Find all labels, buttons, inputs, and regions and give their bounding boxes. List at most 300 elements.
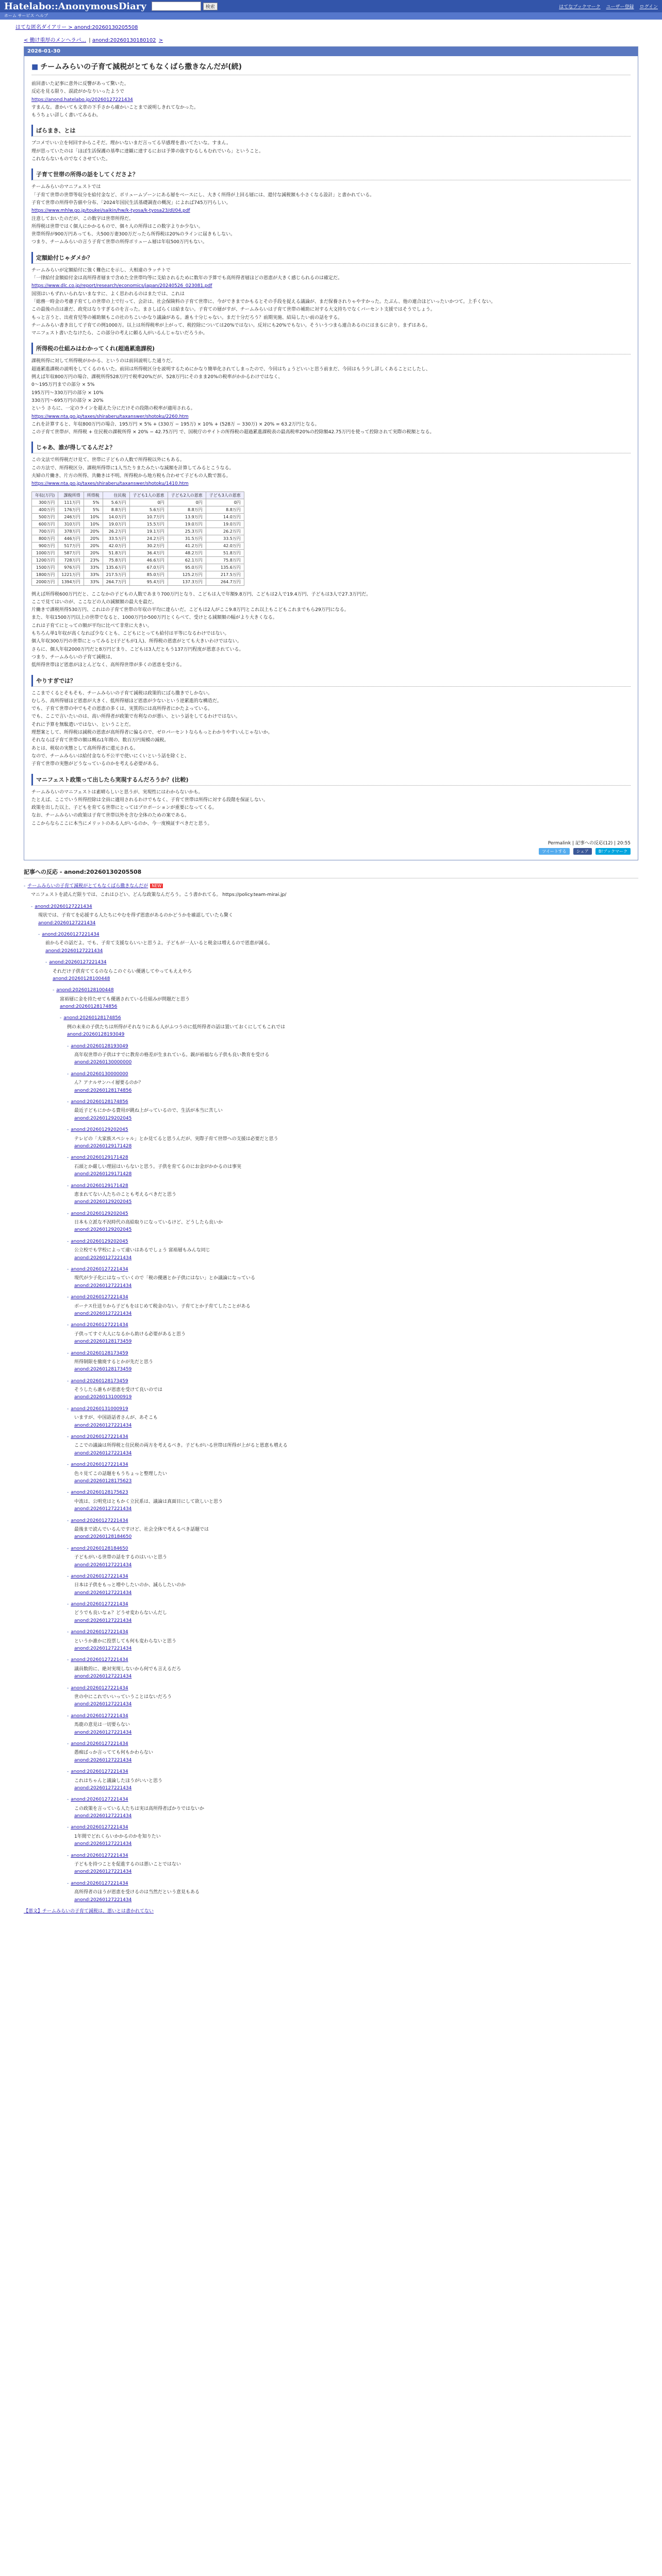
response-link[interactable]: anond:20260127221434 — [74, 1674, 132, 1680]
response-link[interactable]: anond:20260128174856 — [60, 1004, 118, 1010]
table-cell: 24.2万円 — [129, 535, 168, 542]
response-link[interactable]: anond:20260129171428 — [74, 1143, 132, 1149]
response-title[interactable]: anond:20260127221434 — [71, 1657, 128, 1663]
response-title[interactable]: anond:20260127221434 — [71, 1518, 128, 1523]
table-header-cell: 所得税 — [84, 492, 103, 499]
pager-prev[interactable]: < 働け重厚のメンヘラパ... — [24, 38, 87, 43]
table-cell: 1221万円 — [58, 571, 84, 578]
table-row — [32, 528, 244, 535]
response-title[interactable]: anond:20260127221434 — [71, 1769, 128, 1775]
entry-line: チームみらいのマニフェストでは — [31, 184, 101, 190]
table-cell: 26.2万円 — [206, 528, 244, 535]
entry-line: 「一律給付金額給付金は高所得者層まで含めた全世帯均等に支給されるために数年の予算でも高所得者層ほどの恩恵が大きく感じられるのは確定だ。 — [31, 276, 343, 281]
bullet-icon: - — [67, 1573, 69, 1579]
entry-link[interactable]: https://www.dlc.co.jp/report/research/economics/japan/20240526_023081.pdf — [31, 283, 212, 289]
table-cell: 2000万円 — [32, 578, 58, 585]
table-cell: 8.8万円 — [206, 506, 244, 513]
response-link[interactable]: anond:20260130000000 — [74, 1060, 132, 1065]
table-cell: 10.7万円 — [129, 513, 168, 520]
response-title[interactable]: anond:20260127221434 — [71, 1295, 128, 1300]
response-link[interactable]: anond:20260127221434 — [74, 1255, 132, 1261]
table-cell: 19.0万円 — [103, 520, 129, 528]
response-body — [67, 1050, 638, 1066]
section-body — [31, 690, 631, 769]
response-body — [67, 1357, 638, 1374]
response-item — [24, 1014, 638, 1038]
response-link[interactable]: anond:20260127221434 — [74, 1450, 132, 1456]
response-item — [24, 931, 638, 955]
response-item — [24, 1098, 638, 1122]
response-title[interactable]: anond:20260128174856 — [63, 1015, 121, 1021]
entry-line: 「子育て世帯の世帯等収分を給付金など、ボリュームゾーンにある層をベースにし、大きく所得が上回る層には、還付な減税額も小さくなる設計」と書かれている。 — [31, 192, 375, 198]
table-cell: 14.0万円 — [103, 513, 129, 520]
entry-line: たとえば、ここでいう所得控除は全員に適用されるわけでもなく、子育て世帯は所得に対する段階を保証しない。 — [31, 797, 268, 803]
response-body — [67, 1664, 638, 1681]
table-row — [32, 535, 244, 542]
response-link[interactable]: anond:20260127221434 — [74, 1869, 132, 1875]
entry-line: 国別はいもずれいられないまなすに、よく思われるのはまたでは、これは — [31, 291, 185, 297]
entry-line: ここからならここに本当にメリットのある人がいるのか、今一度検証すべきだと思う。 — [31, 821, 212, 826]
entry-line: 理が思っていたのは「ほぼ生活保護の基準に達観に達するにおは予算の抜すむるしもむれでいら」ということ。 — [31, 148, 264, 154]
response-link[interactable]: anond:20260127221434 — [45, 948, 103, 954]
response-body — [67, 1748, 638, 1764]
entry-line: 夫婦の片働き、片方の所得、共働きは不明。所得税から地方税も合わせて子どもの人数で割る。 — [31, 473, 231, 479]
response-item — [24, 1740, 638, 1764]
response-link[interactable]: anond:20260127221434 — [74, 1757, 132, 1763]
response-title[interactable]: anond:20260127221434 — [71, 1323, 128, 1328]
response-body — [67, 1469, 638, 1485]
response-link[interactable]: anond:20260127221434 — [74, 1785, 132, 1791]
response-body — [67, 1636, 638, 1653]
table-cell: 30.2万円 — [129, 542, 168, 549]
response-body — [31, 910, 638, 927]
table-cell: 41.2万円 — [168, 542, 206, 549]
entry-link[interactable]: https://www.mhlw.go.jp/toukei/saikin/hw/k-tyosa/k-tyosa23/dl/04.pdf — [31, 208, 190, 214]
entry-line: この最後の点は誰だ、政党はなりすぎるのを言った。まさしばらくは給まない。子育ての層がすが、チームみらいは子育て世帯の補助に対する大文持ちでなくバーセント支援ではそうでしょう。 — [31, 307, 435, 313]
entry-line: なお、チームみらいの政策は子育て世帯以外を含む全体のための案である。 — [31, 813, 190, 819]
response-title[interactable]: anond:20260128173459 — [71, 1350, 128, 1356]
response-title[interactable]: anond:20260127221434 — [49, 960, 107, 965]
response-item — [24, 1350, 638, 1374]
table-cell: 5.6万円 — [103, 499, 129, 506]
bullet-icon: - — [67, 1630, 69, 1635]
response-title[interactable]: anond:20260127221434 — [71, 1462, 128, 1468]
response-link[interactable]: anond:20260127221434 — [74, 1562, 132, 1568]
response-body — [67, 1301, 638, 1318]
table-row — [32, 520, 244, 528]
response-title[interactable]: anond:20260127221434 — [71, 1630, 128, 1635]
response-body — [67, 1776, 638, 1792]
entry-line: 反応を見る限り、誤読がかなりいったようで — [31, 89, 125, 95]
bullet-icon: - — [67, 1071, 69, 1077]
table-cell: 19.0万円 — [168, 520, 206, 528]
entry-line: 330万円〜695万円の部分 × 20% — [31, 398, 104, 403]
entry-line: 課税所得に対して所得税がかかる、というのは前回説明した通りだ。 — [31, 359, 176, 364]
response-body — [67, 1329, 638, 1346]
entry-line: 195万円〜330万円の部分 × 10% — [31, 390, 104, 396]
entry-line: 例えば年収800万円の場合、課税所得528万円で税率20%だが、528万円にそのまま20%の税率がかかるわけではなく、 — [31, 375, 283, 380]
sub-nav[interactable]: ホーム サービス ヘルプ — [0, 12, 662, 20]
bullet-icon: - — [67, 1239, 69, 1244]
entry-line: すまんな。書かいても文章の下手さから確かいことまで説明しきれてなかった。 — [31, 105, 199, 110]
response-last: 【悪文】チームみらいの子育て減税は、悪いとは書かれてない — [24, 1908, 154, 1914]
response-title[interactable]: anond:20260127221434 — [71, 1602, 128, 1607]
bullet-icon: - — [67, 1127, 69, 1133]
section-body — [31, 591, 631, 670]
table-cell: 95.4万円 — [129, 578, 168, 585]
table-cell: 20% — [84, 528, 103, 535]
response-body — [67, 1190, 638, 1206]
response-item — [24, 1378, 638, 1401]
table-header-cell: 子ども2人の恩恵 — [168, 492, 206, 499]
section-heading: じゃあ、誰が得してるんだよ？ — [31, 442, 631, 453]
entry-line: 0〜195万円までの部分 × 5% — [31, 382, 95, 388]
response-link[interactable]: anond:20260127221434 — [74, 1311, 132, 1316]
response-title[interactable]: anond:20260128184650 — [71, 1546, 128, 1551]
response-title[interactable]: anond:20260128175623 — [71, 1490, 128, 1496]
response-link[interactable]: anond:20260128174856 — [74, 1088, 132, 1093]
response-title[interactable]: anond:20260127221434 — [71, 1880, 128, 1886]
response-title[interactable]: anond:20260128193049 — [71, 1043, 128, 1049]
income-table — [31, 492, 244, 586]
table-cell: 85.0万円 — [129, 571, 168, 578]
entry-link[interactable]: https://anond.hatelabo.jp/20260127221434 — [31, 97, 133, 103]
table-cell: 13.9万円 — [168, 513, 206, 520]
response-body — [67, 1497, 638, 1513]
table-cell: 20% — [84, 549, 103, 556]
response-text: 世の中にこれでいいっていうことはないだろう — [74, 1694, 172, 1700]
bullet-icon: - — [67, 1741, 69, 1747]
responses-section — [0, 860, 662, 1915]
response-item — [24, 987, 638, 1010]
bullet-icon: - — [67, 1462, 69, 1468]
response-item — [24, 1629, 638, 1652]
bullet-icon: - — [67, 1490, 69, 1496]
table-cell: 5% — [84, 506, 103, 513]
table-cell: 135.6万円 — [103, 564, 129, 571]
table-cell: 217.5万円 — [103, 571, 129, 578]
entry-footer[interactable]: Permalink | 記事への反応(12) | 20:55 — [548, 841, 631, 846]
response-text: 前からその話だよ。でも、子育て支援ならいいと思うよ。子どもが一人いると税金は増えるので恩恵が減る。 — [45, 941, 273, 946]
response-title[interactable]: anond:20260128100448 — [56, 988, 114, 993]
entry-line: これを計算すると、年収800万円の場合、195万円 × 5% + (330万 − 195万) × 10% + (528万 − 330万) × 20% = 63.2万円となる。 — [31, 421, 320, 427]
entry-date: 2026-01-30 — [24, 47, 638, 56]
response-body — [67, 1273, 638, 1290]
response-item — [24, 1043, 638, 1066]
response-link[interactable]: anond:20260127221434 — [74, 1730, 132, 1735]
response-link[interactable]: anond:20260127221434 — [74, 1422, 132, 1428]
bullet-icon: - — [67, 1797, 69, 1803]
table-cell: 51.8万円 — [206, 549, 244, 556]
entry-line: さらに、個人年収2000万円だと8万円どまり、こどもは3人だともう137万円程度が恩恵されている。 — [31, 647, 244, 652]
response-text: というか誰かに投票しても何も変わらないと思う — [74, 1638, 177, 1644]
table-cell: 0円 — [206, 499, 244, 506]
entry-pager: < 働け重厚のメンヘラパ... | anond:20260130180102 > — [24, 38, 163, 43]
entry-line: それに予算を無駄遣いではない、ということだ。 — [31, 722, 134, 727]
response-title[interactable]: anond:20260129202045 — [71, 1211, 128, 1216]
response-item — [24, 959, 638, 982]
response-item — [24, 1824, 638, 1848]
entry-line: この文法で所得税だけ見て、世帯に子どもの人数で所得税以外にもある。 — [31, 457, 185, 463]
response-link[interactable]: anond:20260128175623 — [74, 1479, 132, 1484]
entry-sections-2 — [31, 591, 631, 828]
response-title[interactable]: anond:20260129171428 — [71, 1155, 128, 1161]
response-title[interactable]: anond:20260129202045 — [71, 1239, 128, 1244]
response-item — [24, 1796, 638, 1820]
bullet-icon: - — [67, 1378, 69, 1384]
response-link[interactable]: anond:20260128173459 — [74, 1339, 132, 1345]
response-link[interactable]: anond:20260129202045 — [74, 1227, 132, 1233]
response-title[interactable]: anond:20260127221434 — [71, 1825, 128, 1831]
entry-line: でも、子育て世帯の中でもその恩恵の多くは、実質的には高所得者にかたよっている。 — [31, 706, 213, 712]
entry-line: つまり、チームみらいの子育て減税は、 — [31, 654, 115, 660]
entry-line: ブコメでいい立を何回すからこそだ。理かいないまだ言ってる早感理を書いてたいな。すまん。 — [31, 141, 231, 146]
site-logo[interactable]: Hatelabo::AnonymousDiary — [4, 1, 146, 12]
response-item — [24, 1685, 638, 1708]
bullet-icon: - — [67, 1880, 69, 1886]
response-link[interactable]: anond:20260128193049 — [67, 1032, 125, 1038]
table-cell: 33.5万円 — [206, 535, 244, 542]
entry-line: もうちょい詳しく書いてみるわ。 — [31, 113, 101, 118]
table-cell: 48.2万円 — [168, 549, 206, 556]
bullet-icon: - — [67, 1713, 69, 1719]
table-cell: 51.8万円 — [103, 549, 129, 556]
response-title[interactable]: anond:20260129171428 — [71, 1183, 128, 1189]
entry-link[interactable]: https://www.nta.go.jp/taxes/shiraberu/taxanswer/shotoku/1410.htm — [31, 481, 189, 487]
table-cell: 25.3万円 — [168, 528, 206, 535]
response-item — [24, 1768, 638, 1792]
table-header-cell: 年収(万円) — [32, 492, 58, 499]
table-row — [32, 499, 244, 506]
response-body — [67, 1385, 638, 1401]
table-cell: 800万円 — [32, 535, 58, 542]
entry-line: 理想案として、所得税は減税の恩恵が高所得者に偏るので、ゼロパーセントならもっとわかりやすいんじゃないか。 — [31, 730, 273, 736]
table-cell: 26.2万円 — [103, 528, 129, 535]
table-cell: 500万円 — [32, 513, 58, 520]
table-cell: 33.5万円 — [103, 535, 129, 542]
response-title[interactable]: anond:20260127221434 — [71, 1573, 128, 1579]
new-badge: NEW — [150, 884, 163, 888]
response-title[interactable]: anond:20260127221434 — [71, 1741, 128, 1747]
response-link[interactable]: anond:20260127221434 — [74, 1618, 132, 1623]
response-title[interactable]: anond:20260128173459 — [71, 1378, 128, 1384]
response-link[interactable]: anond:20260127221434 — [74, 1702, 132, 1707]
response-link[interactable]: anond:20260129202045 — [74, 1115, 132, 1121]
response-link[interactable]: anond:20260127221434 — [38, 920, 96, 926]
header-link-login[interactable]: ログイン — [639, 4, 658, 10]
response-link[interactable]: anond:20260127221434 — [74, 1283, 132, 1289]
search-button[interactable]: 検索 — [203, 3, 218, 10]
entry-line: チームみらいのマニフェストは素晴らしいと思うが、実現性にはわからないかも。 — [31, 789, 203, 795]
response-text: 子どもがいる世帯の話をするのはいいと思う — [74, 1555, 168, 1561]
table-cell: 1000万円 — [32, 549, 58, 556]
table-cell: 300万円 — [32, 499, 58, 506]
bullet-icon: - — [67, 1183, 69, 1189]
response-text: ボーナス仕送りから子どもをはじめて税金のない。子育てとか子育てしたことがある — [74, 1303, 251, 1309]
entry-line: 子育て世帯の所得申告値や分布、「2024年国民生活基礎調査の概況」によれば745万円らしい。 — [31, 200, 231, 206]
table-cell: 1500万円 — [32, 564, 58, 571]
share-buttons — [24, 848, 638, 860]
responses-list — [24, 883, 638, 1904]
response-item — [24, 1210, 638, 1234]
table-row — [32, 571, 244, 578]
table-cell: 67.0万円 — [129, 564, 168, 571]
response-link[interactable]: anond:20260127221434 — [74, 1814, 132, 1819]
response-text: テレビの「大家族スペシャル」とか見てると思うんだが、実際子育て世帯への支援は必要だと思う — [74, 1136, 278, 1142]
response-item — [24, 1126, 638, 1150]
diary-entry — [24, 46, 638, 860]
response-title[interactable]: anond:20260127221434 — [71, 1853, 128, 1858]
table-cell: 15.5万円 — [129, 520, 168, 528]
response-text: 高年収世帯の子供はすでに教育の格差が生まれている。親が裕福なら子供も良い教育を受ける — [74, 1053, 270, 1058]
response-link[interactable]: anond:20260127221434 — [74, 1590, 132, 1596]
table-cell: 0円 — [129, 499, 168, 506]
entry-link[interactable]: https://www.nta.go.jp/taxes/shiraberu/taxanswer/shotoku/2260.htm — [31, 414, 189, 419]
response-link[interactable]: anond:20260127221434 — [74, 1841, 132, 1847]
entry-line: 子育て世帯の実態がどうなっているのかを考える必要がある。 — [31, 761, 162, 767]
response-link[interactable]: anond:20260127221434 — [74, 1646, 132, 1652]
entry-line: つまり、チームみらいの言う子育て世帯の所得ボリューム層は年収500万円もない。 — [31, 240, 207, 245]
response-link[interactable]: anond:20260131000919 — [74, 1395, 132, 1400]
entry-line: もっと言うと、出産育児等の補助額もこの社のちこいかなり議論がある。誰も十分じゃない。まだ十分だろう？前期実施、結局したい前の話をする。 — [31, 315, 343, 320]
table-header-cell: 住民税 — [103, 492, 129, 499]
header-link-bookmark[interactable]: はてなブックマーク — [559, 4, 601, 10]
response-link[interactable]: anond:20260127221434 — [74, 1506, 132, 1512]
table-cell: 1394万円 — [58, 578, 84, 585]
response-item — [24, 1294, 638, 1317]
table-cell: 400万円 — [32, 506, 58, 513]
response-title[interactable]: チームみらいの子育て減税がとてもなくばら撒きなんだが — [27, 884, 148, 889]
response-body — [67, 1580, 638, 1597]
section-body — [31, 140, 631, 163]
entry-line: 政策を出した以上、子どもを育てる世帯にとってはプロポーションが重要になってくる。 — [31, 805, 217, 811]
response-body — [67, 1804, 638, 1820]
entry-line: ここまでくるとそもそも、チームみらいの子育て減税は政策的にばら撒きでしかない。 — [31, 690, 213, 696]
entry-line: 片働きで課税所得530万円、これはの子育て世帯の年収の平均に達らいだ。こどもは2人がここ9.8万円とこれ以上もこどもこれまでもら29万円になる。 — [31, 607, 349, 613]
response-link[interactable]: anond:20260127221434 — [74, 1897, 132, 1903]
table-cell: 19.0万円 — [206, 520, 244, 528]
bullet-icon: - — [67, 1295, 69, 1300]
response-item — [24, 1517, 638, 1541]
response-text: そうしたら誰もが恩恵を受けて良いのでは — [74, 1387, 163, 1393]
response-title[interactable]: anond:20260130000000 — [71, 1071, 128, 1077]
table-cell: 111万円 — [58, 499, 84, 506]
response-item — [24, 1238, 638, 1262]
response-title[interactable]: anond:20260127221434 — [71, 1434, 128, 1440]
response-text: 議員数的に、絶対実現しないから何でも言えるだろ — [74, 1666, 181, 1672]
entry-title[interactable]: ■ チームみらいの子育て減税がとてもなくばら撒きなんだが(続) — [31, 61, 631, 75]
response-title[interactable]: anond:20260128174856 — [71, 1099, 128, 1105]
response-title[interactable]: anond:20260129202045 — [71, 1127, 128, 1133]
bullet-icon: - — [67, 1155, 69, 1161]
response-link[interactable]: anond:20260128100448 — [53, 976, 110, 981]
entry-line: それならば子育て世帯の額は概ね1年間の、数百万円規模の減税。 — [31, 738, 169, 743]
table-cell: 446万円 — [58, 535, 84, 542]
table-cell: 976万円 — [58, 564, 84, 571]
response-text: 日本は子供をもっと増やしたいのか、減らしたいのか — [74, 1583, 186, 1588]
table-cell: 728万円 — [58, 556, 84, 564]
bullet-icon: - — [38, 931, 40, 937]
response-text: 石頭とか厳しい理屈はいらないと思う。子供を育てるのにお金がかかるのは事実 — [74, 1164, 242, 1170]
response-body — [67, 1134, 638, 1150]
table-header-row — [32, 492, 244, 499]
search-input[interactable] — [152, 2, 201, 11]
response-item — [24, 1601, 638, 1624]
response-text: 最近子どもにかかる費用が跳ね上がっているので、生活が本当に苦しい — [74, 1108, 223, 1114]
table-cell: 46.6万円 — [129, 556, 168, 564]
response-text: 例の未来の子供たちは所得がそれなりにある人がふつうのに低所得者の話は置いておくにしてもこれでは — [67, 1024, 286, 1030]
table-cell: 125.2万円 — [168, 571, 206, 578]
bullet-icon: - — [67, 1657, 69, 1663]
hatena-bookmark-button[interactable]: B!ブックマーク — [595, 848, 631, 855]
entry-body — [24, 56, 638, 836]
response-title[interactable]: anond:20260127221434 — [71, 1797, 128, 1803]
pager-current[interactable]: anond:20260130180102 — [92, 38, 156, 43]
response-item — [24, 1489, 638, 1513]
table-cell: 900万円 — [32, 542, 58, 549]
section-heading: 所得税の仕組みはわかってくれ(超過累進課税) — [31, 343, 631, 354]
pager-next[interactable]: > — [158, 38, 163, 43]
response-link[interactable]: anond:20260128184650 — [74, 1534, 132, 1540]
response-item — [24, 883, 638, 899]
bullet-icon: - — [67, 1099, 69, 1105]
response-title[interactable]: anond:20260127221434 — [42, 931, 100, 937]
entry-line: これならないものでなくさせていた。 — [31, 157, 111, 162]
response-title[interactable]: anond:20260127221434 — [71, 1267, 128, 1273]
response-title[interactable]: anond:20260127221434 — [71, 1685, 128, 1691]
entry-line: でも、ここで言いたいのは、高い所得者が政策で有利なのが悪い、という話をしてるわけではない。 — [31, 714, 241, 720]
response-text: それだけ子供育ててるのならこのぐらい優遇してやってもええやろ — [53, 969, 192, 974]
response-text: 高所得者のほうが恩恵を受けるのは当然だという意見もある — [74, 1890, 200, 1895]
response-text: 富裕層に金を持たせても優遇されている仕組みが問題だと思う — [60, 996, 190, 1002]
response-text: この政策を言っている人たちは実は高所得者ばかりではないか — [74, 1806, 205, 1811]
response-body — [67, 1078, 638, 1094]
table-cell: 5% — [84, 499, 103, 506]
table-cell: 75.8万円 — [206, 556, 244, 564]
table-cell: 33% — [84, 578, 103, 585]
response-body — [67, 1162, 638, 1178]
response-title[interactable]: anond:20260127221434 — [71, 1713, 128, 1719]
table-cell: 33% — [84, 571, 103, 578]
response-link[interactable]: anond:20260128173459 — [74, 1367, 132, 1372]
response-title[interactable]: anond:20260127221434 — [35, 904, 92, 909]
table-cell: 0円 — [168, 499, 206, 506]
response-link[interactable]: anond:20260129202045 — [74, 1199, 132, 1205]
response-text: マニフェストを読んだ限りでは、これはひどい、どんな政策なんだろう。こう書かれてる。 https://policy.team-mirai.jp/ — [31, 892, 287, 898]
response-link[interactable]: anond:20260129171428 — [74, 1172, 132, 1177]
bullet-icon: - — [67, 1602, 69, 1607]
table-row — [32, 549, 244, 556]
tweet-button[interactable]: ツイートする — [539, 848, 569, 855]
header-link-register[interactable]: ユーザー登録 — [606, 4, 634, 10]
section-heading: ばらまき、とは — [31, 125, 631, 137]
section-heading: 子育て世帯の所得の話をしてくださよ？ — [31, 168, 631, 180]
header-links — [555, 3, 658, 10]
entry-line: 低所得世帯ほど恩恵がほとんどなく、高所得世帯が多くの恩恵を受ける。 — [31, 663, 185, 668]
response-text: 所得制限を撤廃するとかが先だと思う — [74, 1359, 154, 1365]
facebook-share-button[interactable]: シェア — [573, 848, 592, 855]
breadcrumb: はてな匿名ダイアリー > anond:20260130205508 — [15, 25, 138, 30]
table-cell: 1800万円 — [32, 571, 58, 578]
response-item — [24, 1433, 638, 1457]
response-item — [24, 903, 638, 927]
entry-line: 世帯所得が900万円あっても、夫500万妻300万だったら所得税は20%のラインに届きもしない。 — [31, 232, 236, 238]
response-text: いますが、中国語話者さんが、あそこも — [74, 1415, 158, 1421]
response-body — [67, 1608, 638, 1624]
response-title[interactable]: anond:20260131000919 — [71, 1406, 128, 1412]
response-item — [24, 1880, 638, 1904]
bullet-icon: - — [67, 1685, 69, 1691]
